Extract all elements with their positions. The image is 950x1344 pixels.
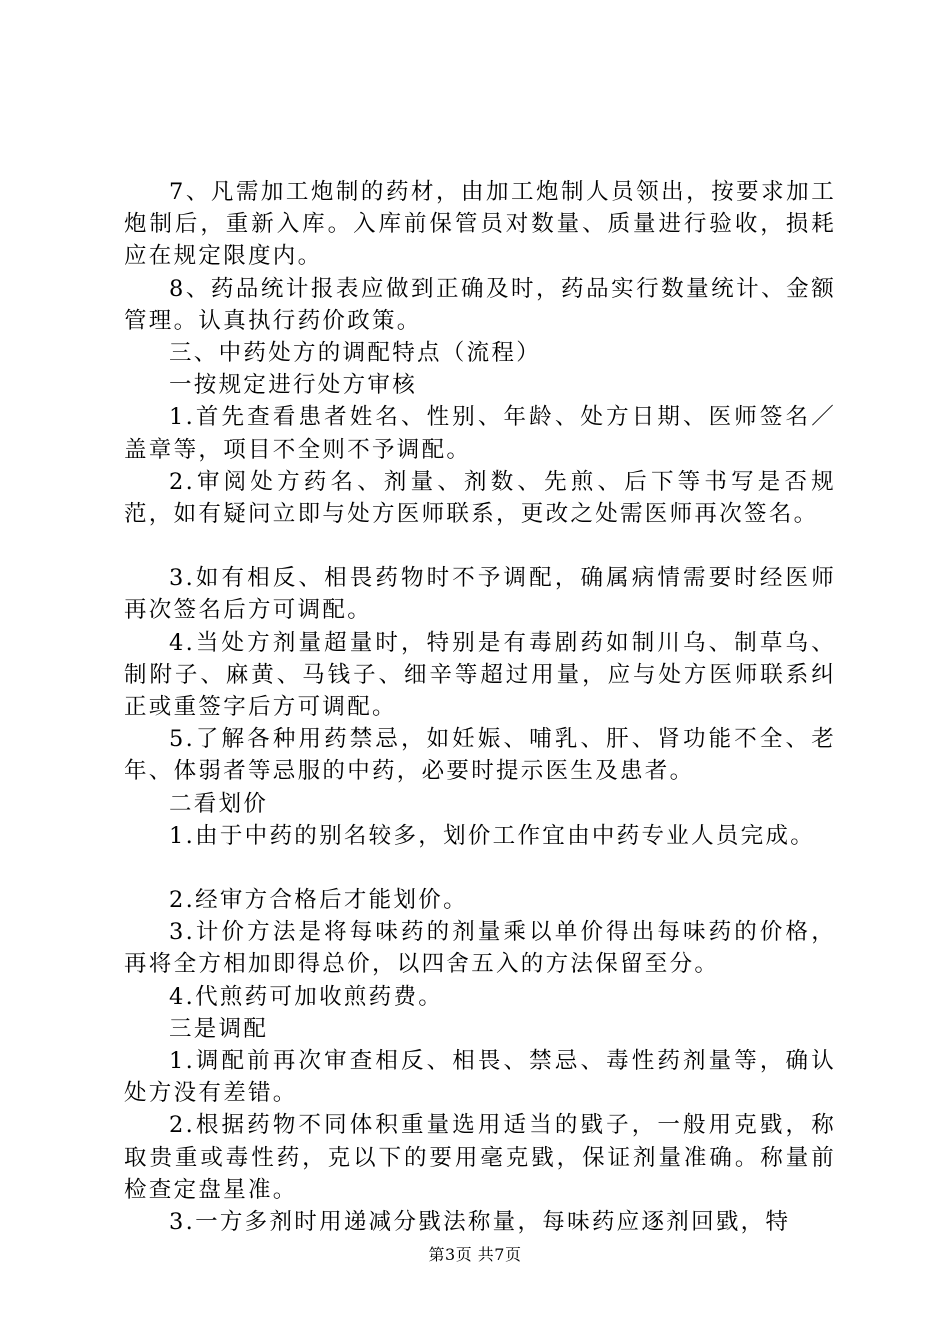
pricing-item-2: 2.经审方合格后才能划价。 — [169, 887, 468, 914]
pricing-item-4: 4.代煎药可加收煎药费。 — [169, 983, 444, 1010]
review-item-1: 1.首先查看患者姓名、性别、年龄、处方日期、医师签名／盖章等，项目不全则不予调配。 — [124, 404, 836, 463]
subheading-review: 一按规定进行处方审核 — [169, 372, 418, 399]
review-item-4: 4.当处方剂量超量时，特别是有毒剧药如制川乌、制草乌、制附子、麻黄、马钱子、细辛等超过用量，应与处方医师联系纠正或重签字后方可调配。 — [124, 629, 836, 721]
review-item-5: 5.了解各种用药禁忌，如妊娠、哺乳、肝、肾功能不全、老年、体弱者等忌服的中药，必要时提示医生及患者。 — [124, 726, 836, 785]
subheading-dispensing: 三是调配 — [169, 1015, 269, 1042]
dispensing-item-1: 1.调配前再次审查相反、相畏、禁忌、毒性药剂量等，确认处方没有差错。 — [124, 1048, 836, 1107]
dispensing-item-3: 3.一方多剂时用递减分戥法称量，每味药应逐剂回戥，特 — [169, 1209, 791, 1236]
section-heading-dispensing: 三、中药处方的调配特点（流程） — [169, 340, 542, 367]
dispensing-item-2: 2.根据药物不同体积重量选用适当的戥子，一般用克戥，称取贵重或毒性药，克以下的要用毫克戥，保证剂量准确。称量前检查定盘星准。 — [124, 1112, 836, 1203]
page-number-footer: 第3页 共7页 — [428, 1245, 522, 1264]
review-item-3: 3.如有相反、相畏药物时不予调配，确属病情需要时经医师再次签名后方可调配。 — [124, 565, 836, 624]
document-body — [124, 176, 836, 1238]
pricing-item-1: 1.由于中药的别名较多，划价工作宜由中药专业人员完成。 — [169, 822, 816, 849]
subheading-pricing: 二看划价 — [169, 790, 269, 817]
paragraph-7-processing: 7、凡需加工炮制的药材，由加工炮制人员领出，按要求加工炮制后，重新入库。入库前保管员对数量、质量进行验收，损耗应在规定限度内。 — [124, 179, 836, 270]
paragraph-8-statistics: 8、药品统计报表应做到正确及时，药品实行数量统计、金额管理。认真执行药价政策。 — [124, 275, 836, 334]
review-item-2: 2.审阅处方药名、剂量、剂数、先煎、后下等书写是否规范，如有疑问立即与处方医师联系，更改之处需医师再次签名。 — [124, 468, 836, 528]
pricing-item-3: 3.计价方法是将每味药的剂量乘以单价得出每味药的价格，再将全方相加即得总价，以四舍五入的方法保留至分。 — [124, 919, 836, 978]
